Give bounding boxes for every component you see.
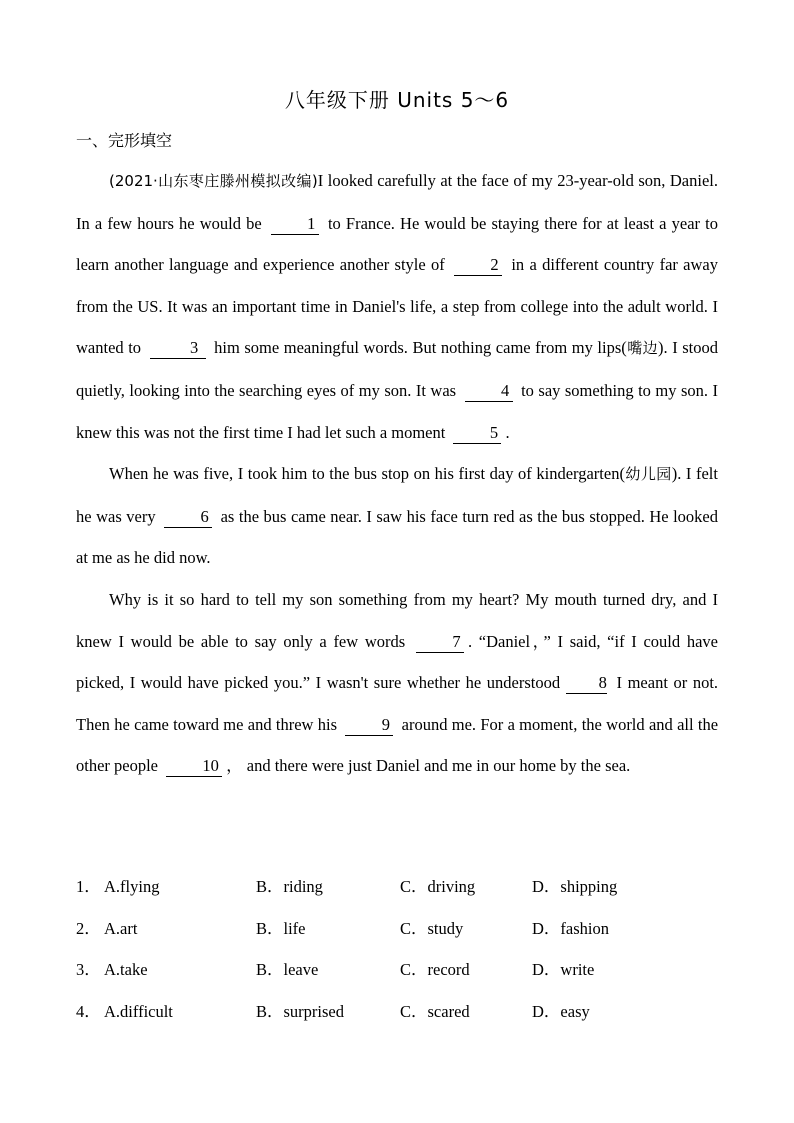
cloze-passage xyxy=(76,160,718,787)
passage-text: ). I felt he was very xyxy=(76,464,718,526)
passage-text: around me. For a moment, the world and all the other people xyxy=(76,714,719,776)
passage-text: in a different country far away from the US. It was an important time in Daniel's life, a step from college into the adult world. I wanted to xyxy=(76,255,718,358)
passage-text: . “Daniel，” I said, “if I could have picked, I would have picked you.” I wasn't sure whether he understood xyxy=(76,631,719,693)
question-row xyxy=(76,949,726,991)
option-a: A.art xyxy=(104,918,138,938)
blank-10: 10 xyxy=(166,757,222,777)
blank-1: 1 xyxy=(271,215,319,235)
option-a: A.difficult xyxy=(104,1001,173,1021)
passage-text: I meant or not. Then he came toward me and threw his xyxy=(76,673,719,734)
blank-5: 5 xyxy=(453,424,501,444)
passage-text: When he was five, I took him to the bus stop on his first day of kindergarten( xyxy=(109,464,625,484)
blank-2: 2 xyxy=(454,256,502,276)
passage-paragraph-2 xyxy=(76,453,718,579)
option-d: D．write xyxy=(532,960,595,980)
passage-paragraph-1 xyxy=(76,160,718,453)
passage-text: I looked carefully at the face of my 23-year-old son, Daniel. In a few hours he would be xyxy=(76,171,718,233)
question-row xyxy=(76,866,726,908)
passage-text: ， and there were just Daniel and me in our home by the sea. xyxy=(226,756,631,776)
question-number: 3． xyxy=(76,960,101,980)
question-number: 1． xyxy=(76,877,101,896)
question-row xyxy=(76,991,726,1033)
passage-paragraph-3 xyxy=(76,579,718,787)
option-d: D．shipping xyxy=(532,877,618,896)
option-b: B．riding xyxy=(256,877,323,896)
option-c: C．record xyxy=(400,960,470,980)
question-row xyxy=(76,908,726,950)
source-citation: (2021·山东枣庄滕州模拟改编) xyxy=(109,172,318,190)
blank-8: 8 xyxy=(566,674,607,694)
passage-text: him some meaningful words. But nothing came from my lips( xyxy=(214,338,627,358)
option-b: B．surprised xyxy=(256,1001,344,1021)
option-d: D．fashion xyxy=(532,918,609,938)
option-c: C．scared xyxy=(400,1001,470,1021)
option-c: C．study xyxy=(400,918,464,938)
option-b: B．leave xyxy=(256,960,319,980)
section-heading: 一、完形填空 xyxy=(76,131,173,150)
passage-text: to say something to my son. I knew this was not the first time I had let such a moment xyxy=(76,380,719,442)
blank-9: 9 xyxy=(345,716,393,736)
page-title: 八年级下册 Units 5～6 xyxy=(284,88,510,112)
question-number: 2． xyxy=(76,918,101,938)
answer-options xyxy=(76,866,726,1032)
blank-3: 3 xyxy=(150,339,206,359)
passage-text: to France. He would be staying there for at least a year to learn another language and experience another style of xyxy=(76,213,718,275)
blank-7: 7 xyxy=(416,633,464,653)
gloss-text: 嘴边 xyxy=(626,339,659,358)
passage-text: . xyxy=(505,422,510,442)
question-number: 4． xyxy=(76,1001,101,1021)
option-a: A.flying xyxy=(104,877,160,896)
option-b: B．life xyxy=(256,918,306,938)
passage-text: Why is it so hard to tell my son something from my heart? My mouth turned dry, and I knew I would be able to say only a few words xyxy=(76,589,718,651)
passage-text: ). I stood quietly, looking into the searching eyes of my son. It was xyxy=(76,338,719,400)
option-a: A.take xyxy=(104,960,148,980)
gloss-text: 幼儿园 xyxy=(624,465,672,484)
option-c: C．driving xyxy=(400,877,476,896)
option-d: D．easy xyxy=(532,1001,590,1021)
blank-4: 4 xyxy=(465,382,513,402)
passage-text: as the bus came near. I saw his face turn red as the bus stopped. He looked at me as he did now. xyxy=(76,506,718,568)
blank-6: 6 xyxy=(164,508,212,528)
